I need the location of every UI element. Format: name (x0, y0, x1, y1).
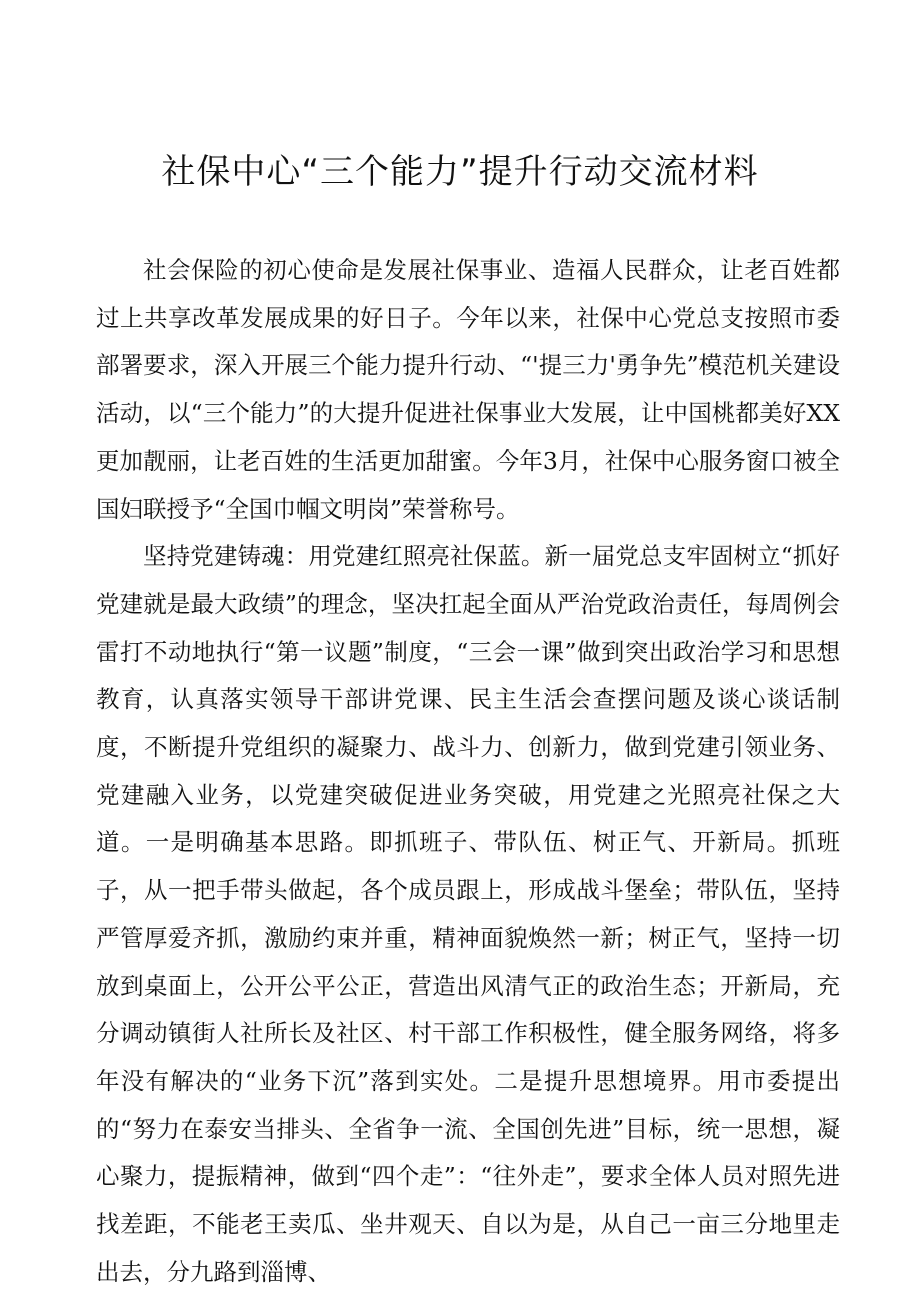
paragraph-intro: 社会保险的初心使命是发展社保事业、造福人民群众，让老百姓都过上共享改革发展成果的好日子。今年以来，社保中心党总支按照市委部署要求，深入开展三个能力提升行动、“'提三力'勇争先”模范机关建设活动，以“三个能力”的大提升促进社保事业大发展，让中国桃都美好XX更加靓丽，让老百姓的生活更加甜蜜。今年3月，社保中心服务窗口被全国妇联授予“全国巾帼文明岗”荣誉称号。 (96, 256, 840, 523)
document-title: 社保中心“三个能力”提升行动交流材料 (161, 152, 759, 192)
paragraph-party-building: 坚持党建铸魂：用党建红照亮社保蓝。新一届党总支牢固树立“抓好党建就是最大政绩”的理念，坚决扛起全面从严治党政治责任，每周例会雷打不动地执行“第一议题”制度，“三会一课”做到突出政治学习和思想教育，认真落实领导干部讲党课、民主生活会查摆问题及谈心谈话制度，不断提升党组织的凝聚力、战斗力、创新力，做到党建引领业务、党建融入业务，以党建突破促进业务突破，用党建之光照亮社保之大道。一是明确基本思路。即抓班子、带队伍、树正气、开新局。抓班子，从一把手带头做起，各个成员跟上，形成战斗堡垒；带队伍，坚持严管厚爱齐抓，激励约束并重，精神面貌焕然一新；树正气，坚持一切放到桌面上，公开公平公正，营造出风清气正的政治生态；开新局，充分调动镇街人社所长及社区、村干部工作积极性，健全服务网络，将多年没有解决的“业务下沉”落到实处。二是提升思想境界。用市委提出的“努力在泰安当排头、全省争一流、全国创先进”目标，统一思想，凝心聚力，提振精神，做到“四个走”：“往外走”，要求全体人员对照先进找差距，不能老王卖瓜、坐井观天、自以为是，从自己一亩三分地里走出去，分九路到淄博、 (96, 542, 840, 1286)
document-body (96, 247, 840, 1296)
